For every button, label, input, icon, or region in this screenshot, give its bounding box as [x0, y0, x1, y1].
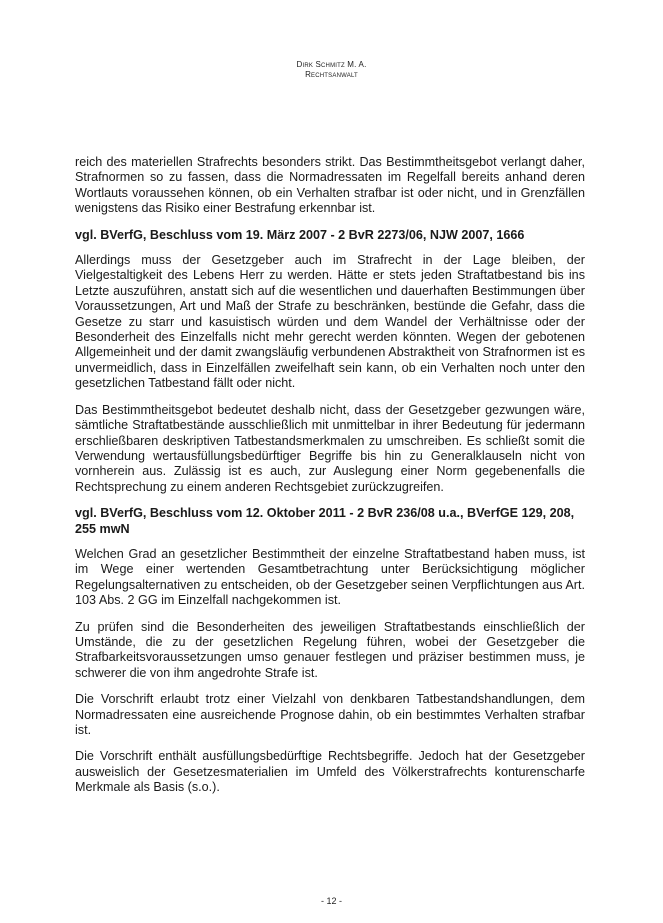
- body-paragraph: Welchen Grad an gesetzlicher Bestimmtheit der einzelne Straftatbestand haben muss, ist im Wege einer wertenden Gesamtbetrachtung unter Berücksichtigung möglicher Regelungsalternativen zu entscheiden, ob der Gesetzgeber seinen Verpflichtungen aus Art. 103 Abs. 2 GG im Einzelfall nachgekommen ist.: [75, 546, 585, 608]
- body-paragraph: reich des materiellen Strafrechts besonders strikt. Das Bestimmtheitsgebot verlangt daher, Strafnormen so zu fassen, dass die Normadressaten im Regelfall bereits anhand deren Wortlauts voraussehen können, ob ein Verhalten strafbar ist oder nicht, und in Grenzfällen wenigstens das Risiko einer Bestrafung erkennbar ist.: [75, 155, 585, 216]
- author-title: Rechtsanwalt: [305, 70, 358, 79]
- body-paragraph: Zu prüfen sind die Besonderheiten des jeweiligen Straftatbestands einschließlich der Umstände, die zu der gesetzlichen Regelung führen, wobei der Gesetzgeber die Strafbarkeitsvoraussetzungen umso genauer festlegen und präziser bestimmen muss, je schwerer die von ihm angedrohte Strafe ist.: [75, 619, 585, 680]
- body-paragraph: Die Vorschrift enthält ausfüllungsbedürftige Rechtsbegriffe. Jedoch hat der Gesetzgeber ausweislich der Gesetzesmaterialien im Umfeld des Völkerstrafrechts konturenscharfe Merkmale als Basis (s.o.).: [75, 749, 585, 795]
- body-paragraph: Allerdings muss der Gesetzgeber auch im Strafrecht in der Lage bleiben, der Vielgestaltigkeit des Lebens Herr zu werden. Hätte er stets jeden Straftatbestand bis ins Letzte auszuführen, anstatt sich auf die wesentlichen und dauerhaften Bestimmungen über Voraussetzungen, Art und Maß der Strafe zu beschränken, bestünde die Gefahr, dass die Gesetze zu starr und kasuistisch würden und dem Wandel der Verhältnisse oder der Besonderheit des Einzelfalls nicht mehr gerecht werden könnten. Wegen der gebotenen Allgemeinheit und der damit zwangsläufig verbundenen Abstraktheit von Strafnormen ist es unvermeidlich, dass in Einzelfällen zweifelhaft sein kann, ob ein Verhalten noch unter den gesetzlichen Tatbestand fällt oder nicht.: [75, 253, 585, 391]
- document-body: [75, 155, 585, 807]
- citation: vgl. BVerfG, Beschluss vom 19. März 2007 - 2 BvR 2273/06, NJW 2007, 1666: [75, 227, 525, 242]
- letterhead: [0, 60, 663, 80]
- body-paragraph: Das Bestimmtheitsgebot bedeutet deshalb nicht, dass der Gesetzgeber gezwungen wäre, sämtliche Straftatbestände ausschließlich mit unmittelbar in ihrer Bedeutung für jedermann erschließbaren deskriptiven Tatbestandsmerkmalen zu umschreiben. Es schließt somit die Verwendung wertausfüllungsbedürftiger Begriffe bis hin zu Generalklauseln nicht von vornherein aus. Zulässig ist es auch, zur Auslegung einer Norm gegebenenfalls die Rechtsprechung zu einem anderen Rechtsgebiet zurückzugreifen.: [75, 402, 585, 494]
- citation: vgl. BVerfG, Beschluss vom 12. Oktober 2011 - 2 BvR 236/08 u.a., BVerfGE 129, 208, 255 mwN: [75, 506, 575, 536]
- body-paragraph: Die Vorschrift erlaubt trotz einer Vielzahl von denkbaren Tatbestandshandlungen, dem Normadressaten eine ausreichende Prognose dahin, ob ein bestimmtes Verhalten strafbar ist.: [75, 692, 585, 737]
- author-name: Dirk Schmitz M. A.: [296, 60, 367, 69]
- page-number: - 12 -: [320, 896, 342, 906]
